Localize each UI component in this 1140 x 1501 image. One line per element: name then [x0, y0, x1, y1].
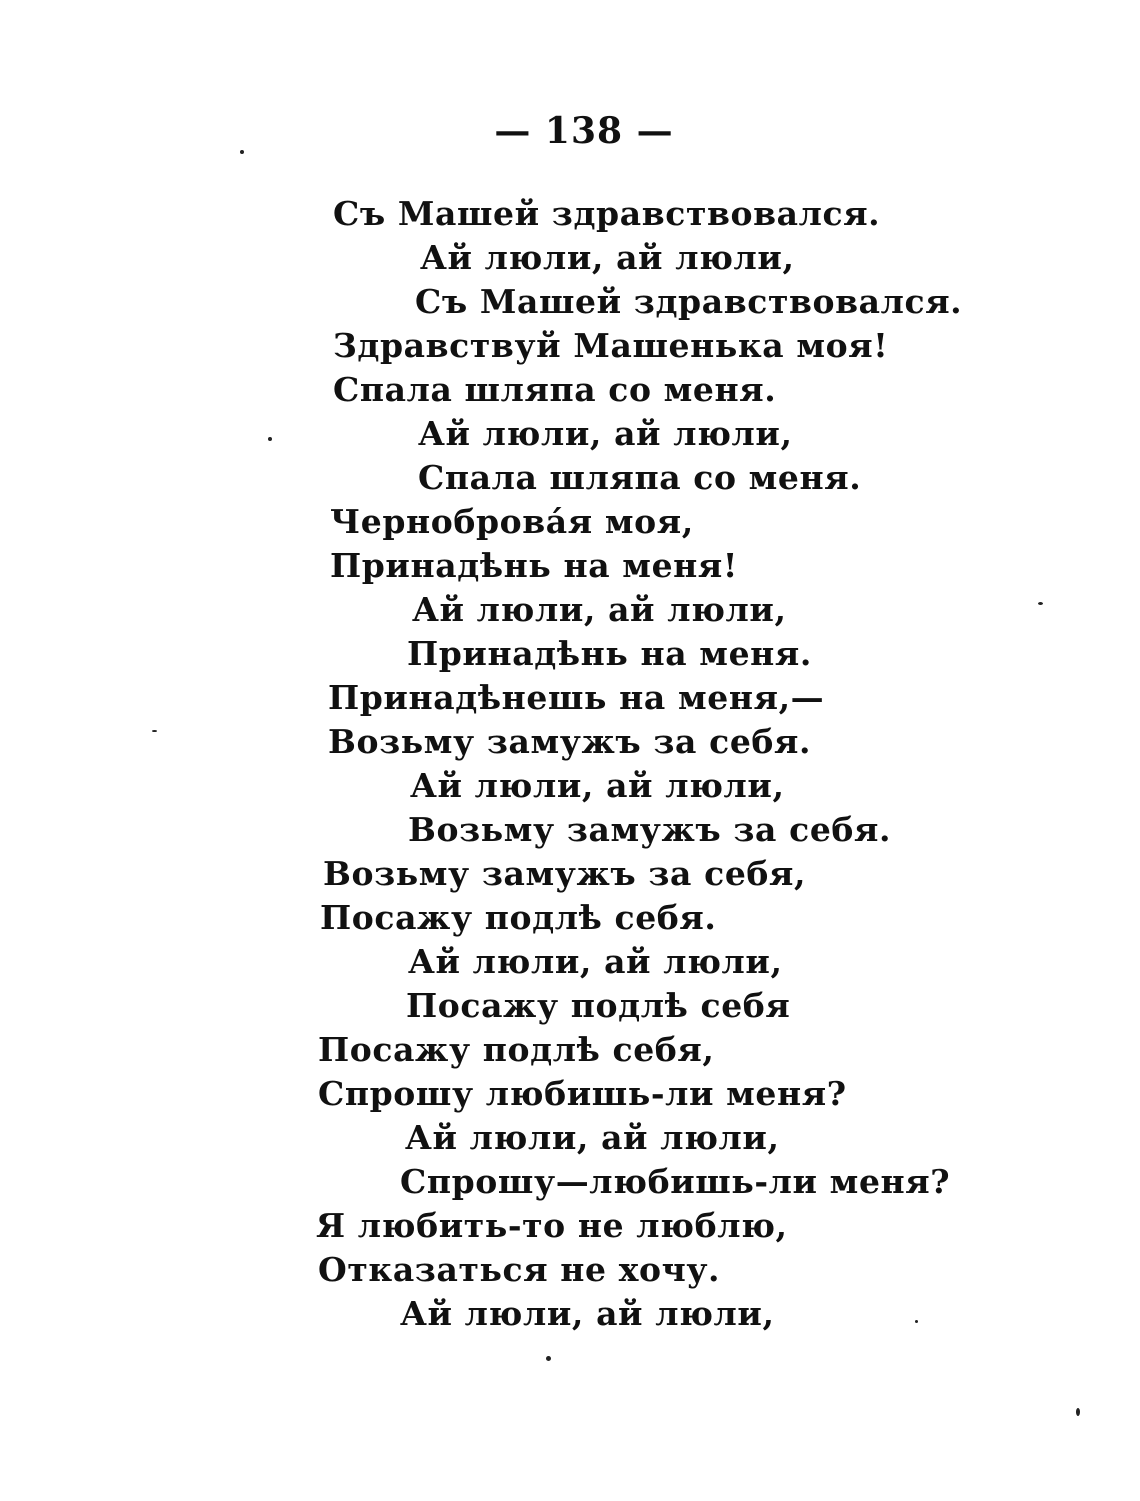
verse-line: Я любить-то не люблю, — [316, 1206, 788, 1245]
verse-line: Спрошу—любишь-ли меня? — [400, 1162, 951, 1201]
verse-line: Здравствуй Машенька моя! — [333, 326, 889, 365]
verse-line: Возьму замужъ за себя, — [323, 854, 807, 893]
print-speck — [240, 150, 244, 154]
verse-line: Ай люли, ай люли, — [408, 942, 783, 981]
print-speck — [1038, 602, 1043, 605]
verse-line: Спала шляпа со меня. — [333, 370, 777, 409]
verse-line: Ай люли, ай люли, — [410, 766, 785, 805]
verse-line: Черноброва́я моя, — [330, 502, 694, 541]
verse-line: Посажу подлѣ себя. — [320, 898, 717, 937]
print-speck — [152, 730, 157, 732]
verse-line: Съ Машей здравствовался. — [415, 282, 963, 321]
verse-line: Ай люли, ай люли, — [405, 1118, 780, 1157]
verse-line: Ай люли, ай люли, — [420, 238, 795, 277]
page-number: — 138 — — [494, 110, 674, 152]
verse-line: Съ Машей здравствовался. — [333, 194, 881, 233]
verse-line: Принадѣнь на меня. — [407, 634, 812, 673]
verse-line: Возьму замужъ за себя. — [408, 810, 892, 849]
print-speck — [268, 437, 272, 441]
verse-line: Ай люли, ай люли, — [400, 1294, 775, 1333]
verse-line: Посажу подлѣ себя, — [318, 1030, 715, 1069]
verse-line: Принадѣнешь на меня,— — [328, 678, 825, 717]
verse-line: Ай люли, ай люли, — [412, 590, 787, 629]
verse-line: Отказаться не хочу. — [318, 1250, 721, 1289]
print-speck — [915, 1320, 918, 1323]
verse-line: Спрошу любишь-ли меня? — [318, 1074, 847, 1113]
print-speck — [1076, 1408, 1080, 1416]
verse-line: Ай люли, ай люли, — [418, 414, 793, 453]
print-speck — [546, 1356, 551, 1361]
verse-line: Принадѣнь на меня! — [330, 546, 738, 585]
verse-line: Возьму замужъ за себя. — [328, 722, 812, 761]
verse-line: Посажу подлѣ себя — [406, 986, 791, 1025]
verse-line: Спала шляпа со меня. — [418, 458, 862, 497]
